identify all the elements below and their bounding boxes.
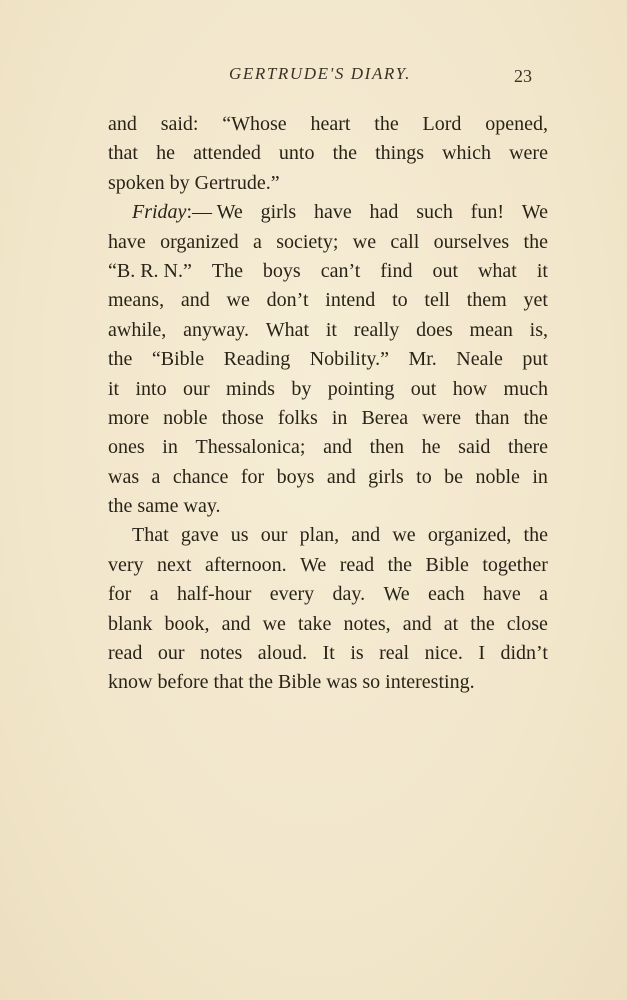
text-line: the same way. (108, 495, 221, 518)
text-line: read our notes aloud. It is real nice. I didn’t (108, 642, 548, 665)
text-line: have organized a society; we call ourselves the (108, 230, 548, 253)
body-text (108, 110, 548, 698)
page-header (0, 64, 627, 88)
text-line: That gave us our plan, and we organized, the (132, 524, 548, 547)
text-line: it into our minds by pointing out how much (108, 377, 548, 400)
running-head: GERTRUDE'S DIARY. (229, 64, 411, 83)
diary-day: Friday (132, 201, 187, 224)
text-line: was a chance for boys and girls to be noble in (108, 465, 548, 488)
text-line: that he attended unto the things which were (108, 142, 548, 165)
text-line: Friday:— We girls have had such fun! We (132, 201, 548, 224)
text-line: awhile, anyway. What it really does mean is, (108, 318, 548, 341)
text-line: for a half-hour every day. We each have a (108, 583, 548, 606)
text-line: spoken by Gertrude.” (108, 171, 280, 194)
text-line: very next afternoon. We read the Bible together (108, 553, 548, 576)
text-line: the “Bible Reading Nobility.” Mr. Neale put (108, 348, 548, 371)
text-line: and said: “Whose heart the Lord opened, (108, 113, 548, 135)
text-line: know before that the Bible was so interesting. (108, 671, 475, 694)
text-line: more noble those folks in Berea were than the (108, 406, 548, 429)
text-line: ones in Thessalonica; and then he said there (108, 436, 548, 459)
text-line: “B. R. N.” The boys can’t find out what it (108, 259, 548, 282)
text-line: blank book, and we take notes, and at the close (108, 612, 548, 635)
text-line: means, and we don’t intend to tell them yet (108, 289, 548, 312)
page-number: 23 (514, 66, 532, 86)
